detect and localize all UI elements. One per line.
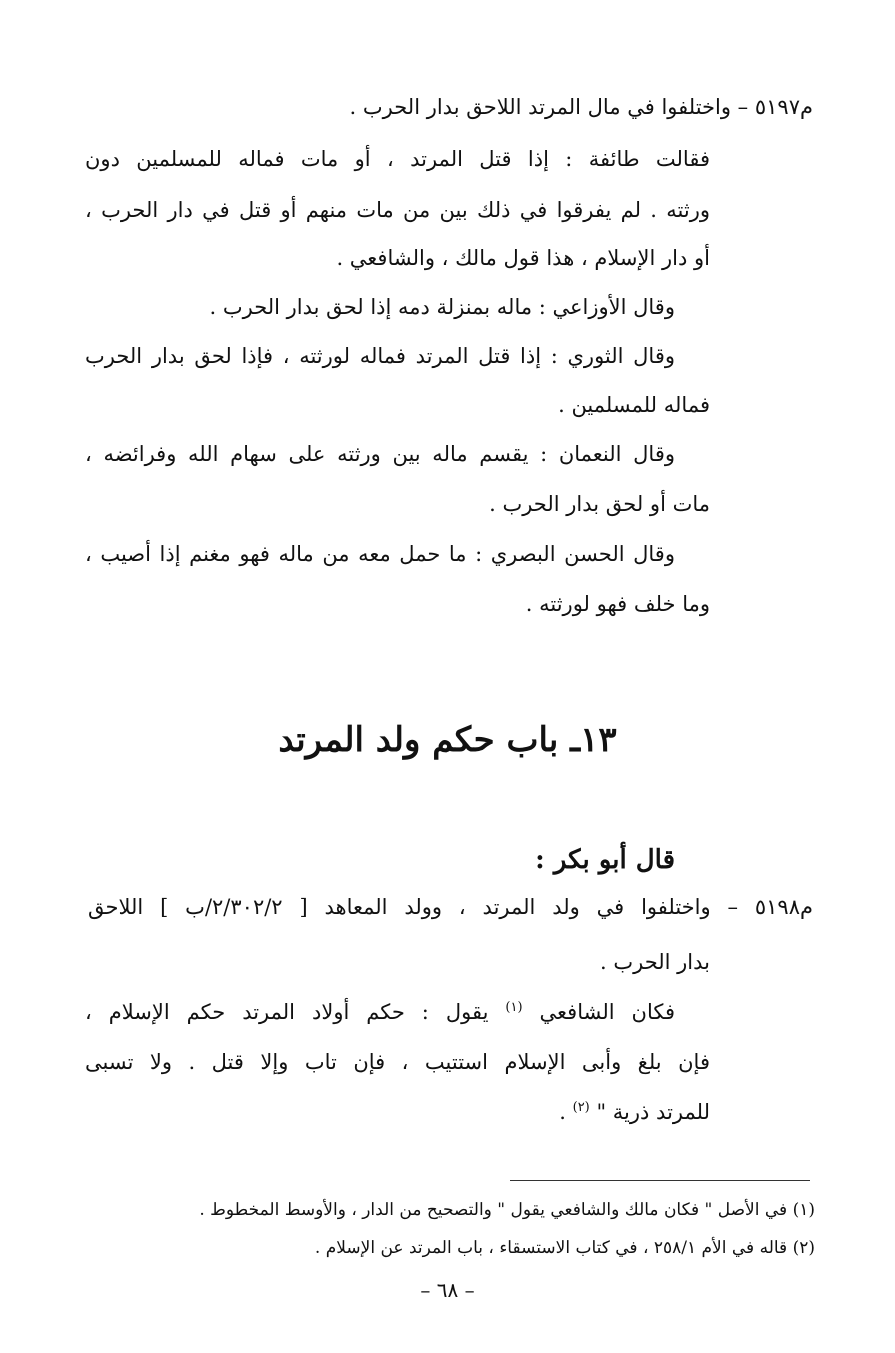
issue-5198-title: م٥١٩٨ – واختلفوا في ولد المرتد ، وولد المعاهد [ ٢/٣٠٢/٢/ب ] اللاحق <box>88 895 813 919</box>
paragraph-text: . <box>559 1100 566 1124</box>
paragraph-line: وقال الأوزاعي : ماله بمنزلة دمه إذا لحق بدار الحرب . <box>209 295 675 319</box>
paragraph-line <box>559 1100 710 1125</box>
paragraph-line: فقالت طائفة : إذا قتل المرتد ، أو مات فماله للمسلمين دون <box>85 147 710 171</box>
paragraph-line: وقال النعمان : يقسم ماله بين ورثته على سهام الله وفرائضه ، <box>85 442 675 466</box>
paragraph-line <box>85 1000 675 1025</box>
paragraph-line: أو دار الإسلام ، هذا قول مالك ، والشافعي . <box>336 246 710 270</box>
footnote-ref-1: (١) <box>505 1000 523 1015</box>
paragraph-line: وقال الحسن البصري : ما حمل معه من ماله فهو مغنم إذا أصيب ، <box>85 542 675 566</box>
footnote-divider <box>510 1180 810 1181</box>
issue-5197-title: م٥١٩٧ – واختلفوا في مال المرتد اللاحق بدار الحرب . <box>349 95 813 119</box>
footnote-2: (٢) قاله في الأم ٢٥٨/١ ، في كتاب الاستسقاء ، باب المرتد عن الإسلام . <box>314 1238 815 1258</box>
paragraph-line: فماله للمسلمين . <box>558 393 710 417</box>
sub-heading: قال أبو بكر : <box>535 845 675 875</box>
paragraph-line: فإن بلغ وأبى الإسلام استتيب ، فإن تاب وإلا قتل . ولا تسبى <box>85 1050 710 1074</box>
footnote-1: (١) في الأصل " فكان مالك والشافعي يقول " والتصحيح من الدار ، والأوسط المخطوط . <box>199 1200 815 1220</box>
footnote-ref-2: (٢) <box>572 1100 590 1115</box>
paragraph-line: وما خلف فهو لورثته . <box>525 592 710 616</box>
paragraph-line: وقال الثوري : إذا قتل المرتد فماله لورثته ، فإذا لحق بدار الحرب <box>85 344 675 368</box>
section-heading: ١٣ـ باب حكم ولد المرتد <box>278 720 617 760</box>
paragraph-line: مات أو لحق بدار الحرب . <box>489 492 710 516</box>
paragraph-text: للمرتد ذرية " <box>596 1100 710 1124</box>
paragraph-text: فكان الشافعي <box>539 1000 675 1024</box>
paragraph-line: ورثته . لم يفرقوا في ذلك بين من مات منهم أو قتل في دار الحرب ، <box>85 198 710 222</box>
paragraph-line: بدار الحرب . <box>599 950 710 974</box>
page-number: – ٦٨ – <box>420 1278 475 1302</box>
paragraph-text: يقول : حكم أولاد المرتد حكم الإسلام ، <box>85 1000 489 1024</box>
